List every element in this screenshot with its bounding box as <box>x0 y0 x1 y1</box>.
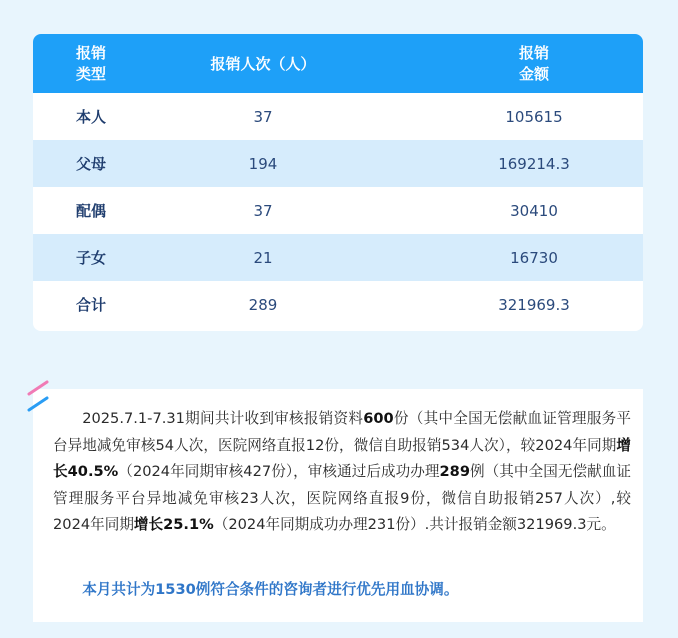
header-amount-line2: 金额 <box>518 64 549 83</box>
bold-received-count: 600 <box>363 410 394 427</box>
cell-type: 合计 <box>75 296 106 314</box>
bold-growth-processed: 增长25.1% <box>133 516 214 533</box>
cell-count: 37 <box>253 107 273 126</box>
cell-count: 194 <box>248 154 278 173</box>
table-row-total <box>33 281 643 328</box>
cell-amount: 16730 <box>510 248 558 267</box>
bold-growth-received: 增长40.5% <box>53 436 631 480</box>
table-header-row <box>33 34 643 93</box>
slash-decoration-icon <box>25 378 53 418</box>
cell-type: 本人 <box>75 108 106 126</box>
cell-amount: 169214.3 <box>498 154 570 173</box>
header-type-line2: 类型 <box>75 64 106 83</box>
header-amount-line1: 报销 <box>518 43 549 62</box>
table-row <box>33 187 643 234</box>
table-row <box>33 140 643 187</box>
bold-processed-count: 289 <box>439 463 470 480</box>
header-count: 报销人次（人） <box>210 55 316 73</box>
reimbursement-table <box>33 34 643 331</box>
cell-count: 289 <box>248 295 278 314</box>
table-row <box>33 234 643 281</box>
header-amount <box>454 43 614 85</box>
cell-count: 37 <box>253 201 273 220</box>
cell-amount: 30410 <box>510 201 558 220</box>
cell-amount: 321969.3 <box>498 295 570 314</box>
header-type <box>33 43 149 85</box>
coordination-note: 本月共计为1530例符合条件的咨询者进行优先用血协调。 <box>82 581 459 598</box>
cell-type: 配偶 <box>75 202 106 220</box>
summary-paragraph: 2025.7.1-7.31期间共计收到审核报销资料600份（其中全国无偿献血证管理服务平台异地减免审核54人次，医院网络直报12份，微信自助报销534人次），较2024年同期增长40.5%（2024年同期审核427份），审核通过后成功办理289例（其中全国无偿献血证管理服务平台异地减免审核23人次，医院网络直报9份，微信自助报销257人次）,较2024年同期增长25.1%（2024年同期成功办理231份）.共计报销金额321969.3元。 <box>53 410 631 533</box>
cell-type: 子女 <box>75 249 106 267</box>
cell-amount: 105615 <box>505 107 563 126</box>
cell-count: 21 <box>253 248 273 267</box>
cell-type: 父母 <box>75 155 106 173</box>
header-type-line1: 报销 <box>75 43 106 62</box>
table-row <box>33 93 643 140</box>
